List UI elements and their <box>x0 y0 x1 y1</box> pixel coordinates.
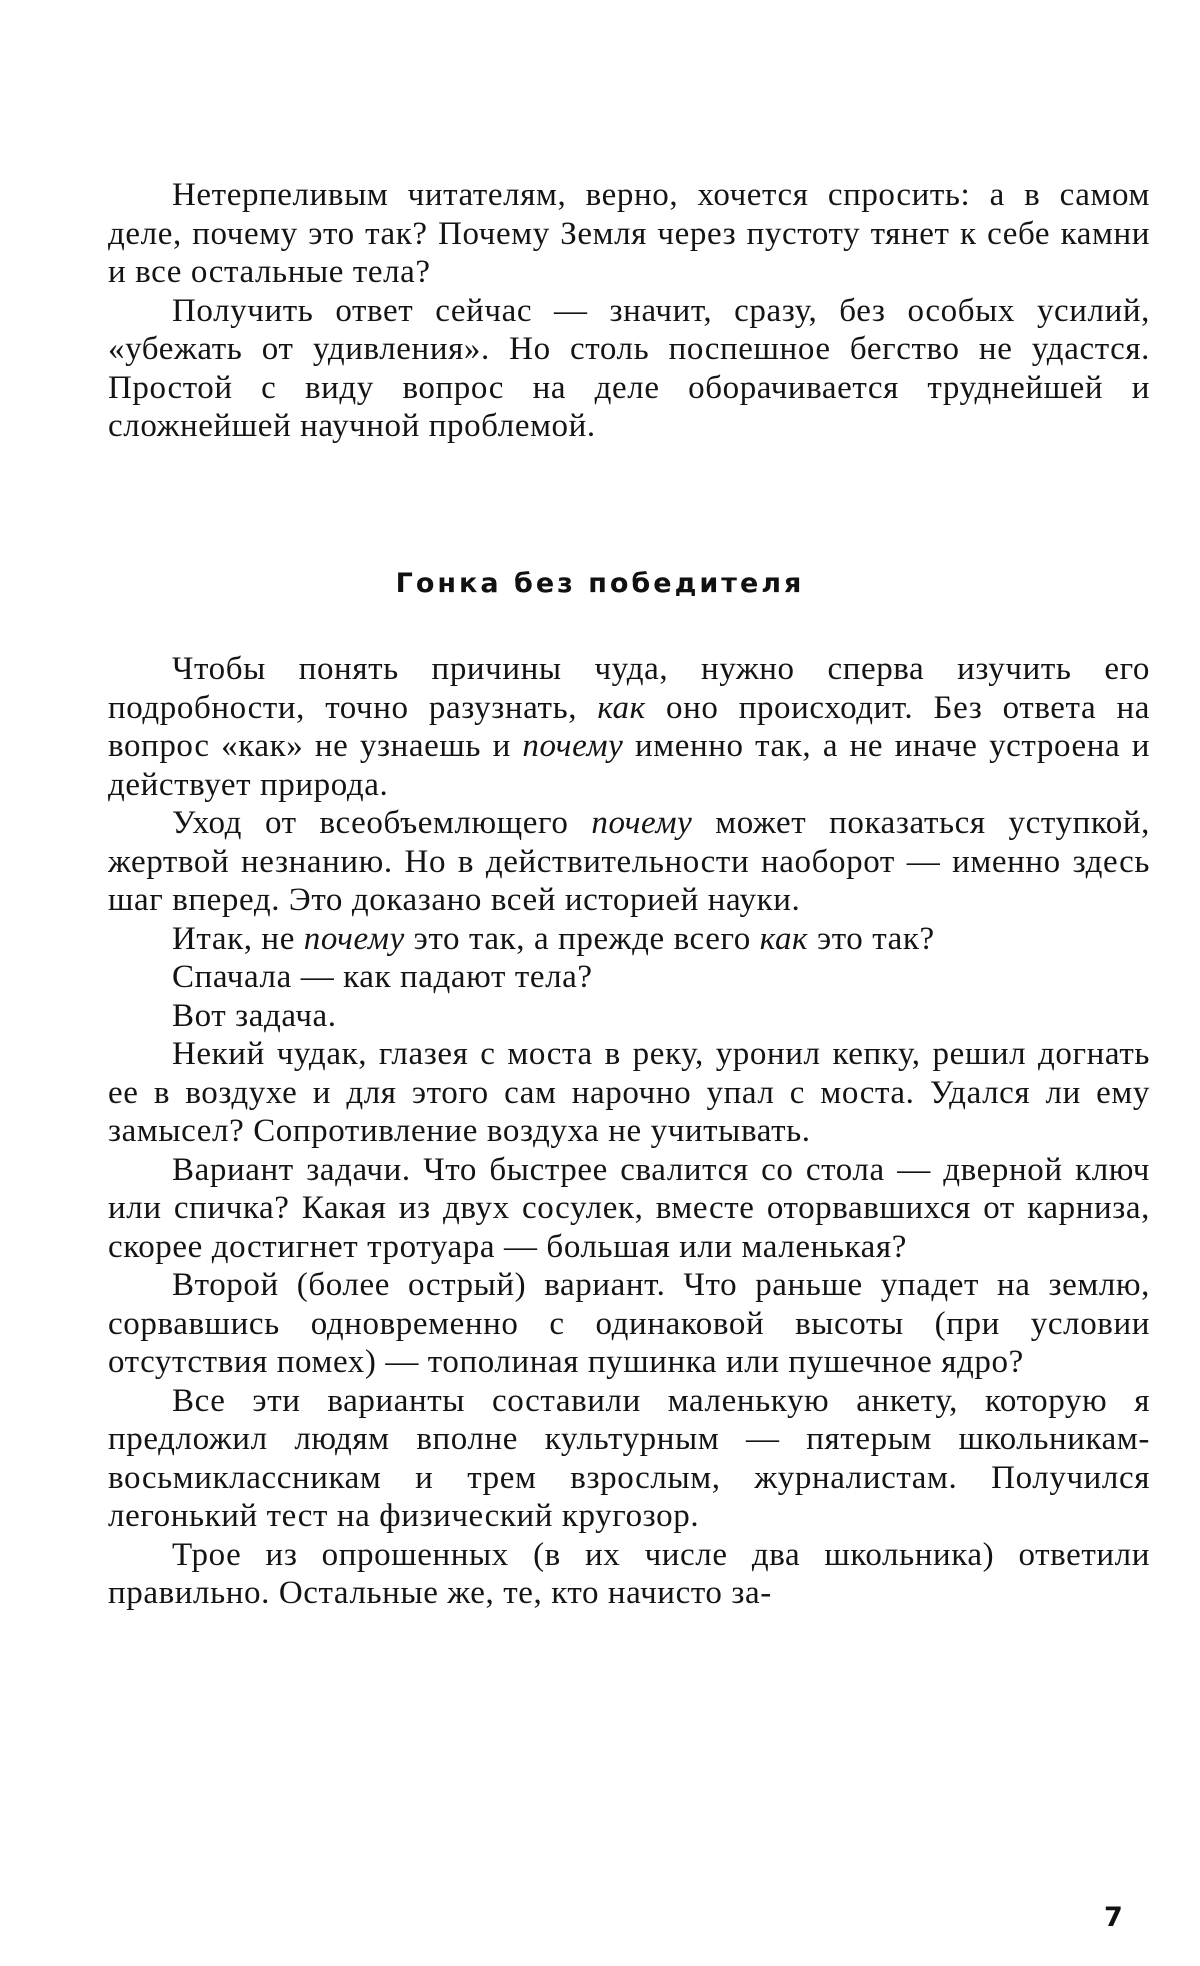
paragraph <box>108 920 1150 959</box>
italic-word: почему <box>591 805 693 841</box>
intro-text <box>108 176 1150 446</box>
paragraph: Спачала — как падают тела? <box>172 959 593 995</box>
paragraph: Некий чудак, глазея с моста в реку, уронил кепку, решил догнать ее в воздухе и для этого сам нарочно упал с моста. Удался ли ему замысел? Сопротивление воздуха не учитывать. <box>108 1036 1150 1149</box>
text-run: это так, а прежде всего <box>404 920 760 957</box>
italic-word: почему <box>522 728 624 764</box>
paragraph: Вот задача. <box>172 997 337 1034</box>
paragraph: Трое из опрошенных (в их числе два школьника) ответили правильно. Остальные же, те, кто начисто за- <box>108 1536 1150 1611</box>
text-run: Чтобы понять причины чуда, нужно сперва изучить его подробности, точно разузнать, <box>108 651 1150 726</box>
paragraph: Вариант задачи. Что быстрее свалится со стола — дверной ключ или спичка? Какая из двух сосулек, вместе оторвавшихся от карниза, скорее достигнет тротуара — большая или маленькая? <box>108 1151 1150 1265</box>
paragraph: Получить ответ сейчас — значит, сразу, без особых усилий, «убежать от удивления». Но столь поспешное бегство не удастся. Простой с виду вопрос на деле оборачивается труднейшей и сложнейшей научной проблемой. <box>108 292 1150 444</box>
section-text <box>108 650 1150 1613</box>
page-number: 7 <box>1104 1902 1123 1933</box>
section-heading: Гонка без победителя <box>395 568 805 599</box>
italic-word: почему <box>303 920 405 957</box>
text-run: может показаться уступкой, жертвой незнанию. Но в действительности наоборот — именно здесь шаг вперед. Это доказано всей историей науки. <box>108 805 1150 918</box>
text-run: Уход от всеобъемлющего <box>172 805 592 841</box>
text-run: это так? <box>808 920 935 957</box>
text-run: именно так, а не иначе устроена и действует природа. <box>108 728 1150 803</box>
paragraph <box>108 804 1150 920</box>
paragraph: Нетерпеливым читателям, верно, хочется спросить: а в самом деле, почему это так? Почему Земля через пустоту тянет к себе камни и все остальные тела? <box>108 177 1150 290</box>
paragraph: Все эти варианты составили маленькую анкету, которую я предложил людям вполне культурным — пятерым школьникам-восьмиклассникам и трем взрослым, журналистам. Получился легонький тест на физический кругозор. <box>108 1382 1150 1534</box>
text-run: оно происходит. Без ответа на вопрос «как» не узнаешь и <box>108 689 1150 764</box>
italic-word: как <box>597 689 646 726</box>
text-run: Итак, не <box>172 920 304 957</box>
paragraph: Второй (более острый) вариант. Что раньше упадет на землю, сорвавшись одновременно с одинаковой высоты (при условии отсутствия помех) — тополиная пушинка или пушечное ядро? <box>108 1267 1150 1380</box>
paragraph <box>108 650 1150 804</box>
italic-word: как <box>759 920 809 957</box>
